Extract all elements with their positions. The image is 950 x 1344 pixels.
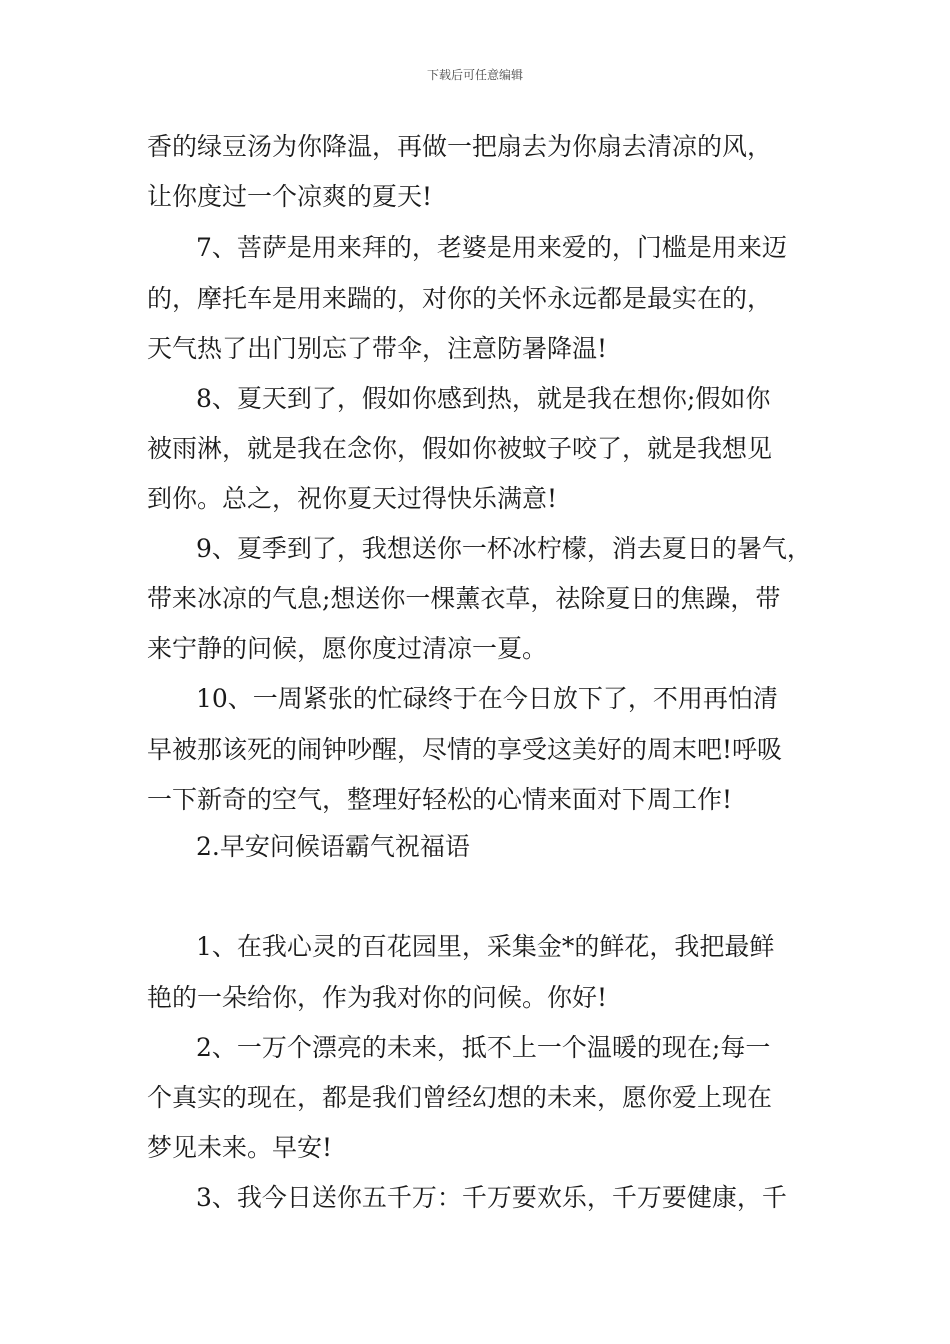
section-heading: 2.早安问候语霸气祝福语 xyxy=(196,832,470,861)
paragraph-9-line: 9、夏季到了，我想送你一杯冰柠檬，消去夏日的暑气， xyxy=(196,534,812,563)
text-line: 的，摩托车是用来踹的，对你的关怀永远都是最实在的， xyxy=(147,284,773,313)
text-line: 艳的一朵给你，作为我对你的问候。你好! xyxy=(147,983,608,1012)
text-line: 早被那该死的闹钟吵醒，尽情的享受这美好的周末吧!呼吸 xyxy=(147,735,783,764)
text-line: 到你。总之，祝你夏天过得快乐满意! xyxy=(147,484,558,513)
text-line: 梦见未来。早安! xyxy=(147,1133,333,1162)
text-line: 一下新奇的空气，整理好轻松的心情来面对下周工作! xyxy=(147,785,733,814)
paragraph-3-line: 3、我今日送你五千万：千万要欢乐，千万要健康，千 xyxy=(196,1183,787,1212)
text-line: 让你度过一个凉爽的夏天! xyxy=(147,182,433,211)
text-line: 来宁静的问候，愿你度过清凉一夏。 xyxy=(147,634,548,663)
paragraph-8-line: 8、夏天到了，假如你感到热，就是我在想你;假如你 xyxy=(196,384,771,413)
text-line: 被雨淋，就是我在念你，假如你被蚊子咬了，就是我想见 xyxy=(147,434,773,463)
paragraph-2-line: 2、一万个漂亮的未来，抵不上一个温暖的现在;每一 xyxy=(196,1033,771,1062)
paragraph-1-line: 1、在我心灵的百花园里，采集金*的鲜花，我把最鲜 xyxy=(196,932,775,961)
text-line: 个真实的现在，都是我们曾经幻想的未来，愿你爱上现在 xyxy=(147,1083,773,1112)
text-line: 香的绿豆汤为你降温，再做一把扇去为你扇去清凉的风， xyxy=(147,132,773,161)
text-line: 天气热了出门别忘了带伞，注意防暑降温! xyxy=(147,334,608,363)
page-header: 下载后可任意编辑 xyxy=(426,68,523,82)
paragraph-10-line: 10、一周紧张的忙碌终于在今日放下了，不用再怕清 xyxy=(196,684,778,713)
paragraph-7-line: 7、菩萨是用来拜的，老婆是用来爱的，门槛是用来迈 xyxy=(196,233,787,262)
text-line: 带来冰凉的气息;想送你一棵薰衣草，祛除夏日的焦躁，带 xyxy=(147,584,781,613)
